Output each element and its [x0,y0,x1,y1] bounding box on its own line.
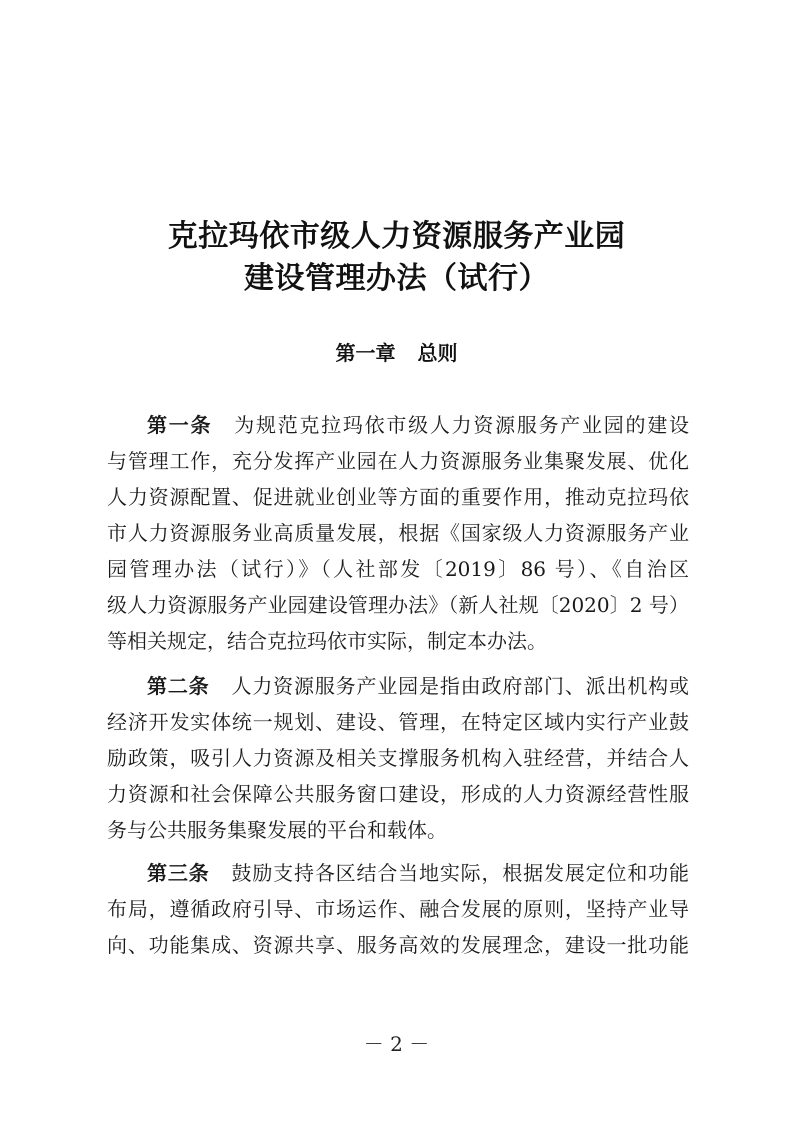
article-1-line-6: 级人力资源服务产业园建设管理办法》（新人社规〔2020〕2 号） [107,593,689,617]
article-3-label: 第三条 [147,861,210,885]
page-number: － 2 － [363,1032,430,1056]
article-3-line-2: 布局，遵循政府引导、市场运作、融合发展的原则，坚持产业导 [107,897,689,921]
article-1-label: 第一条 [147,413,213,437]
article-2-text-1: 人力资源服务产业园是指由政府部门、派出机构或 [231,674,689,698]
article-1-line-2: 与管理工作，充分发挥产业园在人力资源服务业集聚发展、优化 [107,449,689,473]
chapter-heading [0,337,793,366]
article-1-line-5: 园管理办法（试行）》（人社部发〔2019〕86 号）、《自治区 [107,557,689,581]
article-3-line-3: 向、功能集成、资源共享、服务高效的发展理念，建设一批功能 [107,933,689,957]
article-1-line-3: 人力资源配置、促进就业创业等方面的重要作用，推动克拉玛依 [107,485,689,509]
article-2-line-2: 经济开发实体统一规划、建设、管理，在特定区域内实行产业鼓 [107,710,689,734]
article-3-line-1 [107,858,689,888]
article-1-line-7: 等相关规定，结合克拉玛依市实际，制定本办法。 [107,629,547,653]
chapter-number: 第一章 [335,341,396,365]
chapter-name: 总则 [417,341,458,365]
article-2-line-3: 励政策，吸引人力资源及相关支撑服务机构入驻经营，并结合人 [107,746,689,770]
document-title-line-1: 克拉玛依市级人力资源服务产业园 [167,219,626,254]
article-2-line-1 [107,671,689,701]
article-2-line-4: 力资源和社会保障公共服务窗口建设，形成的人力资源经营性服 [107,782,689,806]
article-1-text-1: 为规范克拉玛依市级人力资源服务产业园的建设 [234,413,690,437]
article-2-line-5: 务与公共服务集聚发展的平台和载体。 [107,818,447,842]
article-1-line-1 [107,410,689,440]
document-title-line-2: 建设管理办法（试行） [244,261,549,296]
article-3-text-1: 鼓励支持各区结合当地实际，根据发展定位和功能 [231,861,689,885]
article-2-label: 第二条 [147,674,210,698]
article-1-line-4: 市人力资源服务业高质量发展，根据《国家级人力资源服务产业 [107,521,689,545]
